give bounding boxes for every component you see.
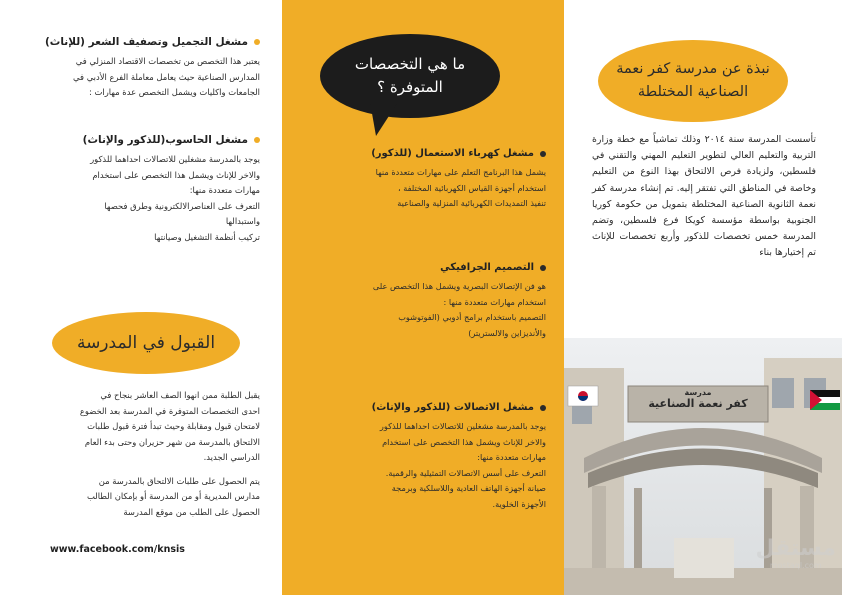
electric-title: مشغل كهرباء الاستعمال (للذكور)	[306, 148, 546, 159]
telecom-section	[306, 402, 546, 512]
right-panel	[564, 0, 842, 595]
graphic-title: التصميم الجرافيكي	[306, 262, 546, 273]
telecom-text: يوجد بالمدرسة مشغلين للاتصالات احداهما للذكور والاخر للإناث ويشمل هذا التخصص على استخدام مهارات متعددة منها: التعرف على أسس الاتصالات التمثيلية والرقمية. صيانة أجهزة الهاتف العادية واللاسلكية وبرمجة الأجهزة الخلوية.	[379, 421, 546, 509]
computer-section	[28, 134, 260, 245]
about-heading: نبذة عن مدرسة كفر نعمة الصناعية المختلطة	[598, 40, 788, 122]
speech-bubble-tail-icon	[364, 102, 404, 138]
bullet-dot-icon	[540, 265, 546, 271]
school-entrance-photo	[564, 338, 842, 595]
telecom-title: مشغل الاتصالات (للذكور والإناث)	[306, 402, 546, 413]
beauty-text: يعتبر هذا التخصص من تخصصات الاقتصاد المنزلي في المدارس الصناعية حيث يعامل معاملة الفرع الأدبي في الجامعات واكليات ويشمل التخصص عدة مهارات :	[73, 56, 260, 98]
electric-section	[306, 148, 546, 212]
beauty-title: مشغل التجميل وتصفيف الشعر (للإناث)	[28, 36, 260, 48]
electric-text: يشمل هذا البرنامج التعلم على مهارات متعددة منها استخدام أجهزة القياس الكهربائية المختلفة ، تنفيذ التمديدات الكهربائية المنزلية والصناعية	[375, 167, 546, 209]
computer-text: يوجد بالمدرسة مشغلين للاتصالات احداهما للذكور والاخر للإناث ويشمل هذا التخصص على استخدام مهارات متعددة منها: التعرف على العناصرالالكترونية وطرق فحصها واستبدالها تركيب أنظمة التشغيل وصيانتها	[90, 154, 260, 242]
bullet-dot-icon	[540, 151, 546, 157]
left-panel	[0, 0, 282, 595]
computer-title: مشغل الحاسوب(للذكور والإناث)	[28, 134, 260, 146]
facebook-link[interactable]: www.facebook.com/knsis	[50, 544, 185, 555]
school-sign: مدرسة كفر نعمة الصناعية	[648, 388, 748, 410]
bullet-dot-icon	[254, 39, 260, 45]
bullet-dot-icon	[540, 405, 546, 411]
bullet-dot-icon	[254, 137, 260, 143]
middle-panel	[282, 0, 564, 595]
admission-text: يقبل الطلبة ممن انهوا الصف العاشر بنجاح في احدى التخصصات المتوفرة في المدرسة بعد الخضوع لامتحان قبول ومقابلة وحيث تبدأ فترة قبول طلبات الالتحاق بالمدرسة من شهر حزيران وحتى بدء العام الدراسي الجديد. يتم الحصول على طلبات الالتحاق بالمدرسة من مدارس المديرية أو من المدرسة أو بإمكان الطالب الحصول على الطلب من موقع المدرسة	[79, 390, 260, 517]
specialties-speech-bubble: ما هي التخصصات المتوفرة ؟	[320, 34, 500, 118]
graphic-section	[306, 262, 546, 341]
admission-heading: القبول في المدرسة	[52, 312, 240, 374]
mostaql-watermark: مستقل mostaql.com	[755, 536, 836, 570]
beauty-section	[28, 36, 260, 101]
about-paragraph: تأسست المدرسة سنة ٢٠١٤ وذلك تماشياً مع خطة وزارة التربية والتعليم العالي لتطوير التعليم المهني والتقني في فلسطين، ولزيادة فرص الالتحاق بهذا النوع من التعليم وخاصة في المناطق التي تفتقر إليه. تم إنشاء مدرسة كفر نعمة الثانوية الصناعية المختلطة بتمويل من حكومة كوريا الجنوبية بواسطة مؤسسة كويكا فرع فلسطين، وتضم المدرسة خمس تخصصات للذكور وأربع تخصصات للإناث تم إختيارها بناء	[592, 134, 816, 259]
graphic-text: هو فن الإتصالات البصرية ويشمل هذا التخصص على استخدام مهارات متعددة منها : التصميم باستخدام برامج أدوبي (الفوتوشوب والأنديزاين والالستريتر)	[372, 281, 546, 338]
